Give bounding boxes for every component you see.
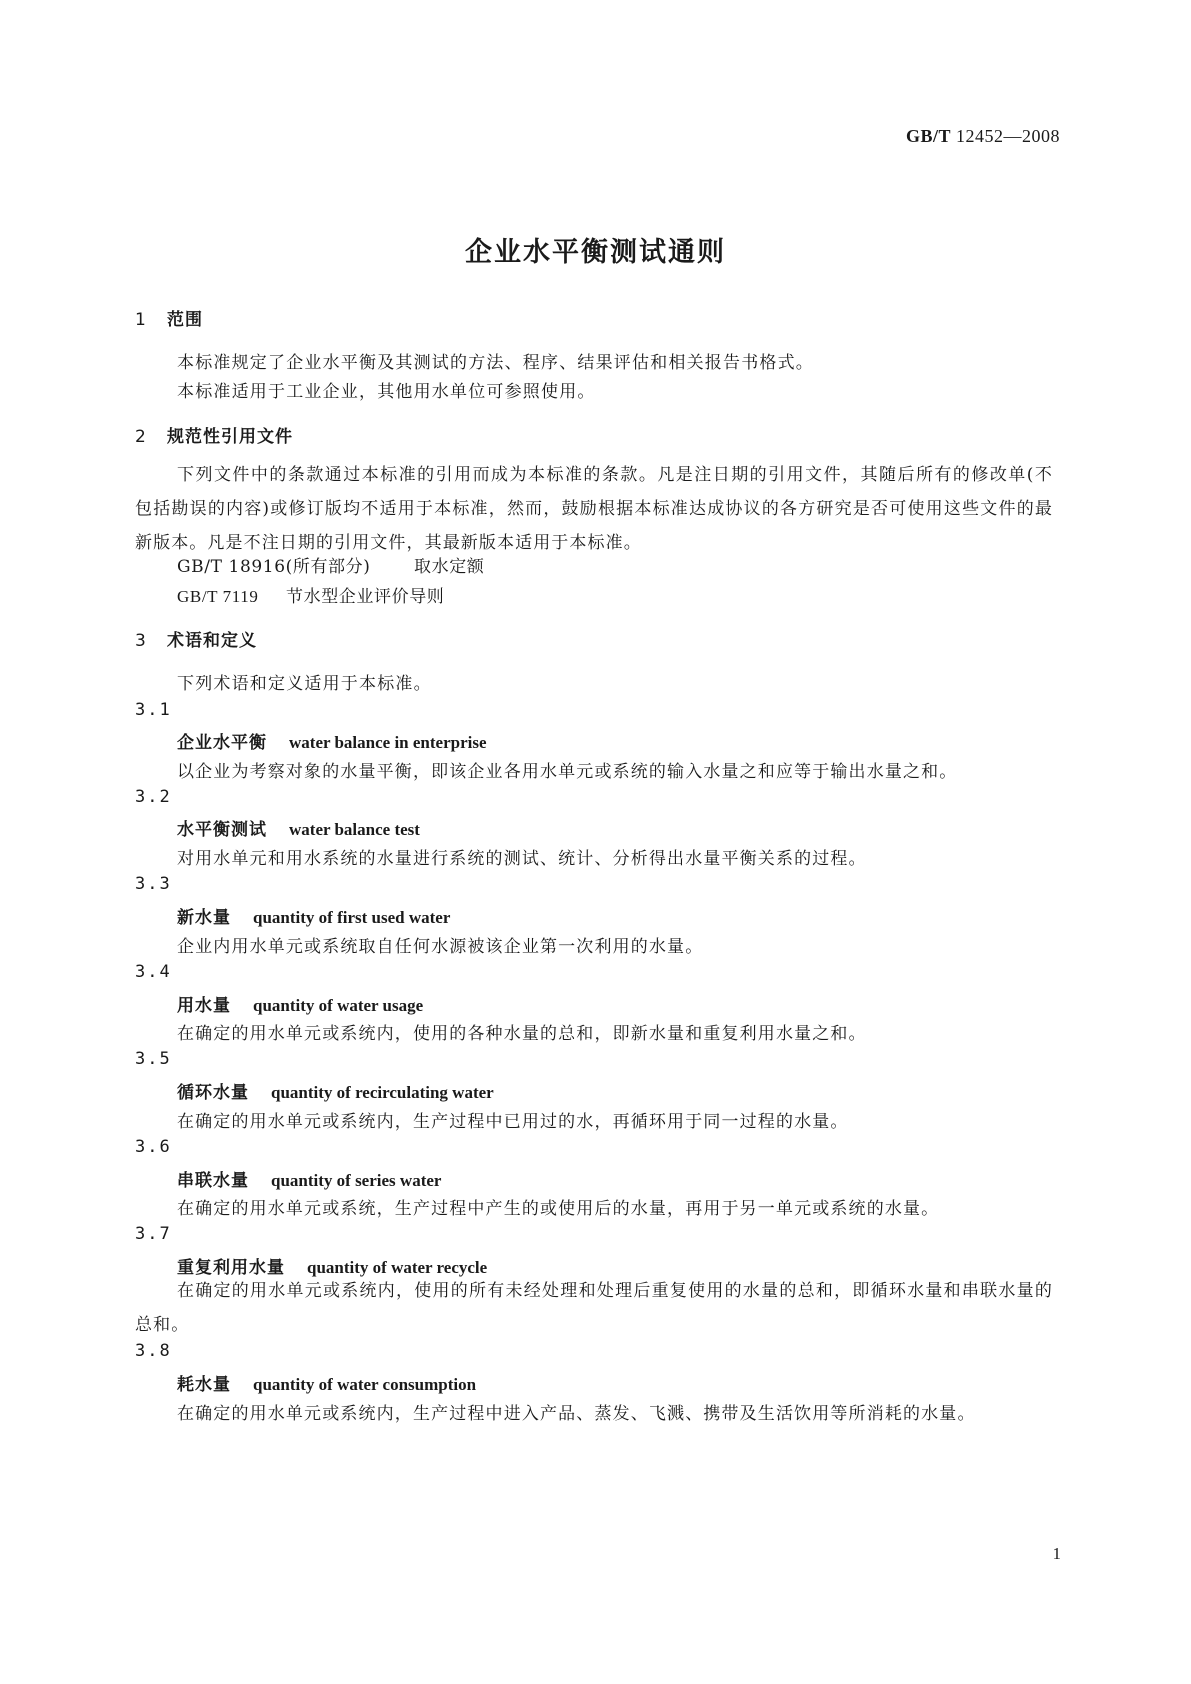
section-title: 范围 bbox=[167, 310, 203, 330]
term-en: quantity of water recycle bbox=[307, 1258, 488, 1277]
term-definition: 以企业为考察对象的水量平衡，即该企业各用水单元或系统的输入水量之和应等于输出水量之和。 bbox=[177, 762, 958, 782]
reference-title: 节水型企业评价导则 bbox=[286, 587, 445, 607]
term-definition: 在确定的用水单元或系统内，生产过程中进入产品、蒸发、飞溅、携带及生活饮用等所消耗的水量。 bbox=[177, 1404, 976, 1424]
clause-number: 3.1 bbox=[135, 700, 172, 720]
term-definition: 企业内用水单元或系统取自任何水源被该企业第一次利用的水量。 bbox=[177, 937, 704, 957]
term-en: water balance test bbox=[289, 820, 420, 839]
term-definition: 在确定的用水单元或系统内，使用的所有未经处理和处理后重复使用的水量的总和，即循环水量和串联水量的总和。 bbox=[135, 1281, 1053, 1335]
standard-number: 12452—2008 bbox=[956, 126, 1060, 146]
reference-item bbox=[177, 552, 484, 577]
section-heading-terms bbox=[135, 626, 257, 651]
term-zh: 耗水量 bbox=[177, 1375, 231, 1395]
term-zh: 水平衡测试 bbox=[177, 820, 267, 840]
term-zh: 企业水平衡 bbox=[177, 733, 267, 753]
term-heading bbox=[177, 991, 423, 1016]
scope-paragraph-1: 本标准规定了企业水平衡及其测试的方法、程序、结果评估和相关报告书格式。 bbox=[177, 353, 814, 373]
term-en: water balance in enterprise bbox=[289, 733, 487, 752]
term-zh: 新水量 bbox=[177, 908, 231, 928]
standard-code bbox=[906, 126, 1060, 147]
reference-code: GB/T 7119 bbox=[177, 587, 259, 606]
term-heading bbox=[177, 1370, 476, 1395]
term-en: quantity of water consumption bbox=[253, 1375, 477, 1394]
term-definition: 在确定的用水单元或系统内，生产过程中已用过的水，再循环用于同一过程的水量。 bbox=[177, 1112, 849, 1132]
clause-number: 3.6 bbox=[135, 1137, 172, 1157]
term-definition: 在确定的用水单元或系统内，使用的各种水量的总和，即新水量和重复利用水量之和。 bbox=[177, 1024, 867, 1044]
term-en: quantity of recirculating water bbox=[271, 1083, 494, 1102]
section-heading-normative-references bbox=[135, 422, 293, 447]
section-title: 术语和定义 bbox=[167, 631, 257, 651]
section-number: 2 bbox=[135, 427, 147, 447]
clause-number: 3.7 bbox=[135, 1224, 172, 1244]
term-zh: 重复利用水量 bbox=[177, 1258, 285, 1278]
document-title: 企业水平衡测试通则 bbox=[465, 237, 726, 268]
term-zh: 串联水量 bbox=[177, 1171, 249, 1191]
clause-number: 3.2 bbox=[135, 787, 172, 807]
terms-intro-paragraph: 下列术语和定义适用于本标准。 bbox=[177, 674, 432, 694]
term-heading bbox=[177, 1166, 441, 1191]
page-number: 1 bbox=[1052, 1544, 1061, 1563]
clause-number: 3.3 bbox=[135, 874, 172, 894]
standard-prefix: GB/T bbox=[905, 126, 951, 146]
section-title: 规范性引用文件 bbox=[167, 427, 293, 447]
term-zh: 循环水量 bbox=[177, 1083, 249, 1103]
term-definition: 在确定的用水单元或系统，生产过程中产生的或使用后的水量，再用于另一单元或系统的水量。 bbox=[177, 1199, 940, 1219]
reference-title: 取水定额 bbox=[414, 557, 485, 577]
clause-number: 3.4 bbox=[135, 962, 172, 982]
term-zh: 用水量 bbox=[177, 996, 231, 1016]
term-definition: 对用水单元和用水系统的水量进行系统的测试、统计、分析得出水量平衡关系的过程。 bbox=[177, 849, 867, 869]
term-heading bbox=[177, 815, 420, 840]
term-heading bbox=[177, 1078, 494, 1103]
term-en: quantity of water usage bbox=[253, 996, 424, 1015]
term-heading bbox=[177, 728, 487, 753]
references-intro-paragraph: 下列文件中的条款通过本标准的引用而成为本标准的条款。凡是注日期的引用文件，其随后所有的修改单(不包括勘误的内容)或修订版均不适用于本标准，然而，鼓励根据本标准达成协议的各方研究是否可使用这些文件的最新版本。凡是不注日期的引用文件，其最新版本适用于本标准。 bbox=[135, 465, 1053, 553]
clause-number: 3.5 bbox=[135, 1049, 172, 1069]
term-en: quantity of series water bbox=[271, 1171, 442, 1190]
clause-number: 3.8 bbox=[135, 1341, 172, 1361]
section-number: 1 bbox=[135, 310, 147, 330]
section-number: 3 bbox=[135, 631, 147, 651]
reference-item bbox=[177, 582, 444, 607]
scope-paragraph-2: 本标准适用于工业企业，其他用水单位可参照使用。 bbox=[177, 382, 596, 402]
section-heading-scope bbox=[135, 305, 203, 330]
reference-code: GB/T 18916(所有部分) bbox=[177, 557, 371, 577]
term-heading bbox=[177, 903, 450, 928]
term-en: quantity of first used water bbox=[253, 908, 451, 927]
